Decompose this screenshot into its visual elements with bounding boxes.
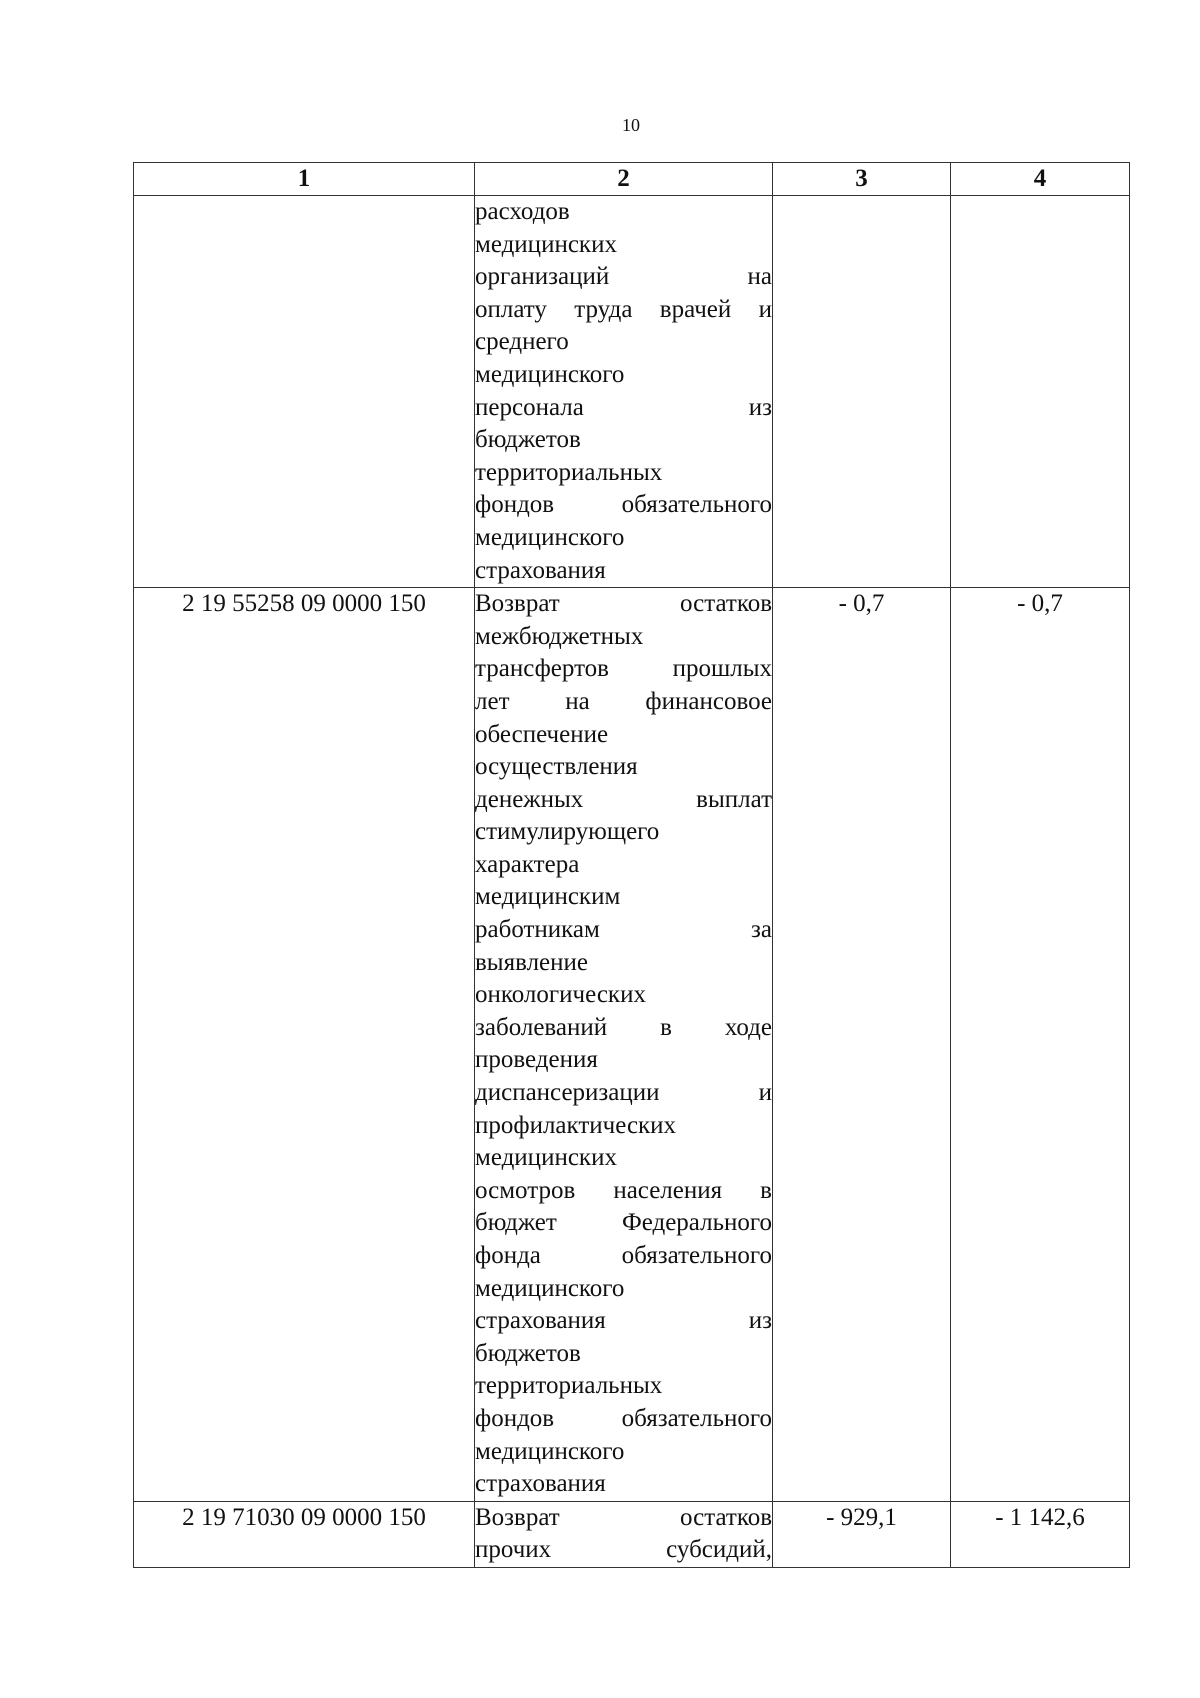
description-line: среднего [475, 328, 569, 356]
description-line: денежных выплат [475, 785, 772, 813]
description-line: расходов [475, 198, 570, 225]
table-header-row [134, 163, 1130, 196]
description-line: характера [475, 850, 580, 878]
description-line: Возврат остатков [475, 590, 772, 618]
description-line: медицинского [475, 1437, 625, 1465]
page-number: 10 [622, 115, 640, 135]
description-line: бюджет Федерального [475, 1209, 772, 1237]
description-line: персонала из [475, 393, 772, 421]
description-cell [475, 196, 773, 588]
value-column-3-cell: - 0,7 [773, 588, 951, 1502]
description-line: медицинского [475, 1274, 625, 1302]
budget-table [133, 162, 1130, 1568]
table-row [134, 196, 1130, 588]
description-line: бюджетов [475, 1339, 581, 1367]
description-line: территориальных [475, 1372, 663, 1400]
value-column-3-cell [773, 196, 951, 588]
description-line: работникам за [475, 916, 772, 944]
description-line: медицинского [475, 523, 625, 551]
description-line: проведения [475, 1046, 598, 1074]
description-line: фонда обязательного [475, 1242, 772, 1269]
description-line: оплату труда врачей и [475, 295, 772, 323]
description-line: страхования [475, 1470, 606, 1498]
value-column-3-cell: - 929,1 [773, 1501, 951, 1567]
description-line: медицинских [475, 230, 617, 258]
description-line: профилактических [475, 1111, 677, 1139]
description-line: медицинских [475, 1144, 617, 1172]
description-line: выявление [475, 948, 589, 976]
description-line: Возврат остатков [475, 1503, 772, 1531]
description-line: обеспечение [475, 720, 609, 748]
description-line: фондов обязательного [475, 1404, 772, 1432]
description-line: медицинского [475, 360, 625, 388]
description-line: медицинским [475, 883, 621, 911]
description-line: бюджетов [475, 426, 581, 454]
description-line: прочих субсидий, [475, 1536, 772, 1564]
budget-code-cell: 2 19 71030 09 0000 150 [134, 1501, 475, 1567]
description-line: заболеваний в ходе [475, 1013, 772, 1041]
description-line: лет на финансовое [475, 687, 772, 715]
description-line: стимулирующего [475, 818, 660, 846]
table-body [134, 196, 1130, 1568]
description-line: осмотров населения в [475, 1176, 772, 1204]
description-line: трансфертов прошлых [475, 655, 772, 683]
value-column-4-cell [951, 196, 1130, 588]
table-row [134, 1501, 1130, 1567]
description-line: организаций на [475, 263, 772, 291]
column-header-2: 2 [475, 163, 773, 196]
column-header-3: 3 [773, 163, 951, 196]
budget-code-cell [134, 196, 475, 588]
description-line: фондов обязательного [475, 491, 772, 519]
description-line: страхования из [475, 1307, 772, 1335]
budget-code-cell: 2 19 55258 09 0000 150 [134, 588, 475, 1502]
description-line: осуществления [475, 753, 638, 781]
description-line: диспансеризации и [475, 1079, 772, 1107]
description-line: страхования [475, 556, 606, 584]
column-header-1: 1 [134, 163, 475, 196]
value-column-4-cell: - 0,7 [951, 588, 1130, 1502]
description-cell [475, 588, 773, 1502]
description-line: межбюджетных [475, 622, 644, 650]
description-line: онкологических [475, 981, 646, 1009]
value-column-4-cell: - 1 142,6 [951, 1501, 1130, 1567]
description-cell [475, 1501, 773, 1567]
table-row [134, 588, 1130, 1502]
column-header-4: 4 [951, 163, 1130, 196]
description-line: территориальных [475, 458, 663, 486]
